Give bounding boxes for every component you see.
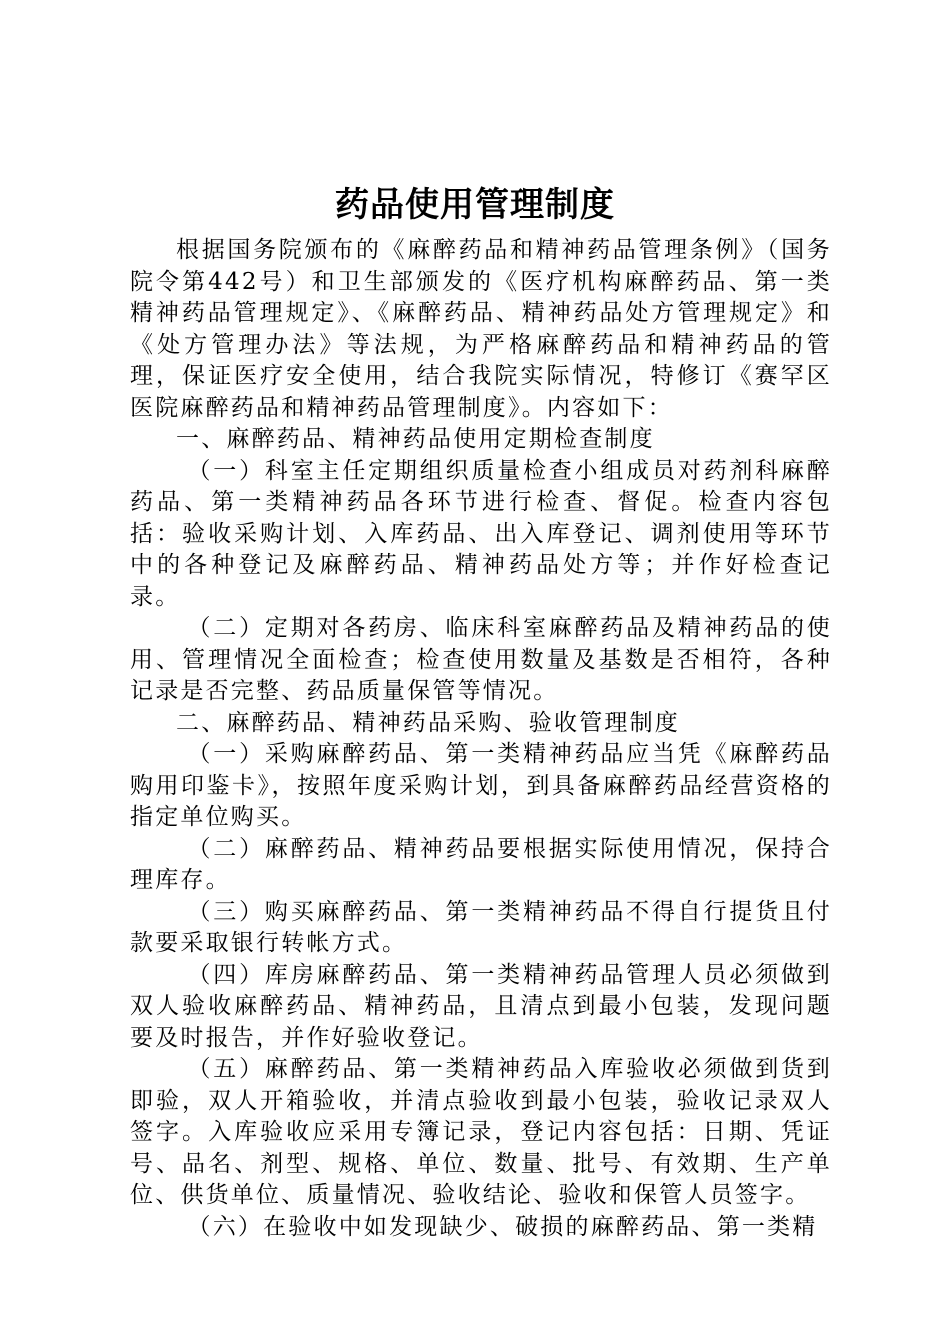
document-body	[130, 235, 832, 1243]
section-2-item-2: （二）麻醉药品、精神药品要根据实际使用情况，保持合理库存。	[130, 835, 832, 893]
section-2-item-3: （三）购买麻醉药品、第一类精神药品不得自行提货且付款要采取银行转帐方式。	[130, 898, 832, 956]
document-title: 药品使用管理制度	[335, 185, 615, 225]
intro-paragraph: 根据国务院颁布的《麻醉药品和精神药品管理条例》（国务院令第442号）和卫生部颁发的《医疗机构麻醉药品、第一类精神药品管理规定》、《麻醉药品、精神药品处方管理规定》和《处方管理办法》等法规，为严格麻醉药品和精神药品的管理，保证医疗安全使用，结合我院实际情况，特修订《赛罕区医院麻醉药品和精神药品管理制度》。内容如下：	[130, 237, 832, 421]
section-2-item-1: （一）采购麻醉药品、第一类精神药品应当凭《麻醉药品购用印鉴卡》，按照年度采购计划，到具备麻醉药品经营资格的指定单位购买。	[130, 741, 832, 830]
section-1-item-2: （二）定期对各药房、临床科室麻醉药品及精神药品的使用、管理情况全面检查；检查使用数量及基数是否相符，各种记录是否完整、药品质量保管等情况。	[130, 615, 832, 704]
section-heading-2: 二、麻醉药品、精神药品采购、验收管理制度	[176, 709, 680, 736]
section-1-item-1: （一）科室主任定期组织质量检查小组成员对药剂科麻醉药品、第一类精神药品各环节进行检查、督促。检查内容包括：验收采购计划、入库药品、出入库登记、调剂使用等环节中的各种登记及麻醉药品、精神药品处方等；并作好检查记录。	[130, 457, 832, 610]
section-2-item-4: （四）库房麻醉药品、第一类精神药品管理人员必须做到双人验收麻醉药品、精神药品，且清点到最小包装，发现问题要及时报告，并作好验收登记。	[130, 961, 832, 1051]
section-heading-1: 一、麻醉药品、精神药品使用定期检查制度	[176, 426, 655, 452]
section-2-item-5: （五）麻醉药品、第一类精神药品入库验收必须做到货到即验，双人开箱验收，并清点验收到最小包装，验收记录双人签字。入库验收应采用专簿记录，登记内容包括：日期、凭证号、品名、剂型、规格、单位、数量、批号、有效期、生产单位、供货单位、质量情况、验收结论、验收和保管人员签字。	[130, 1056, 832, 1208]
section-2-item-6: （六）在验收中如发现缺少、破损的麻醉药品、第一类精	[187, 1213, 818, 1240]
